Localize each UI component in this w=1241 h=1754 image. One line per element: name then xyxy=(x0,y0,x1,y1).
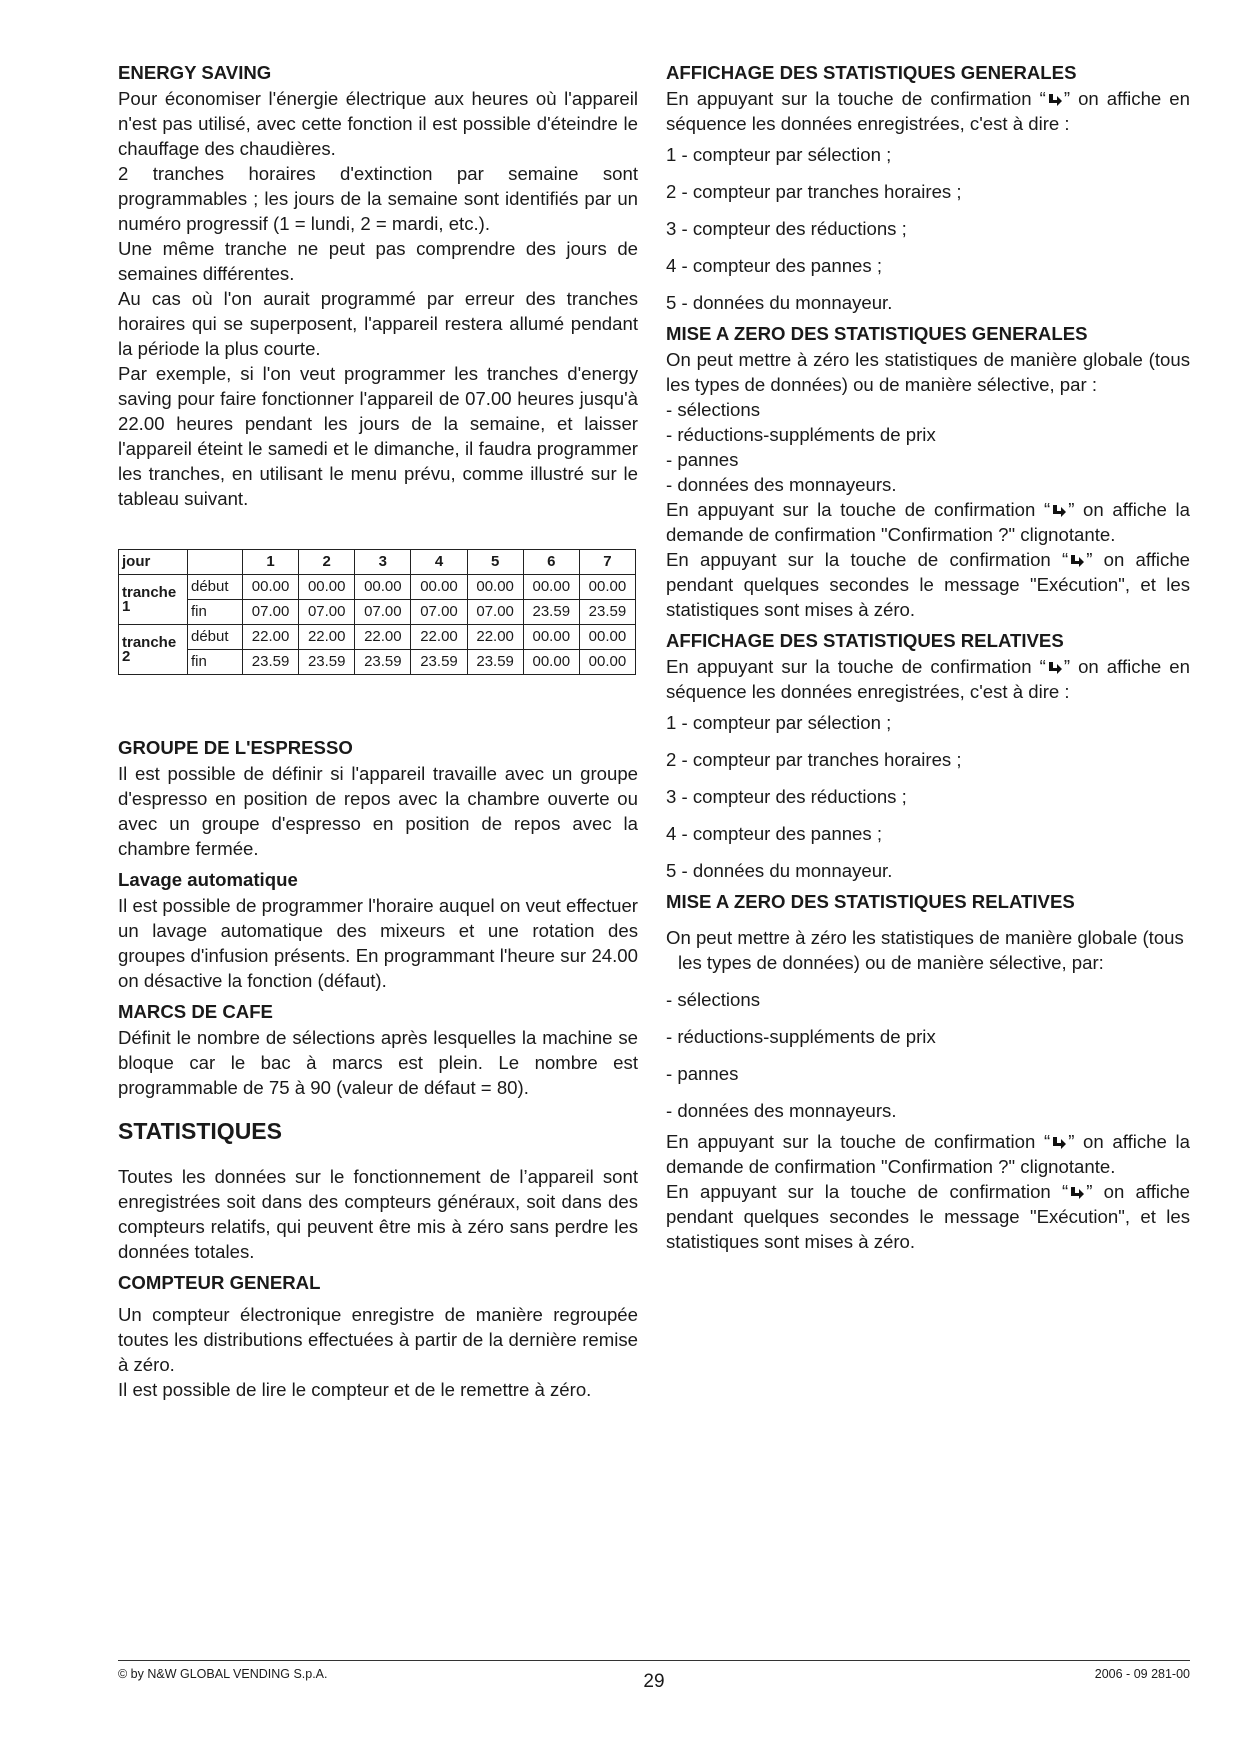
espresso-heading: GROUPE DE L'ESPRESSO xyxy=(118,737,353,758)
table-cell: 00.00 xyxy=(299,575,355,600)
table-header-day: 2 xyxy=(299,550,355,575)
confirm-exec-paragraph xyxy=(666,1179,1190,1254)
energy-saving-paragraph-5: Par exemple, si l'on veut programmer les tranches d'energy saving pour faire fonctionner l'appareil de 07.00 heures jusqu'à 22.00 heures pendant les jours de la semaine, et laisser l'appareil éteint le samedi et le dimanche, il faudra programmer les tranches, en utilisant le menu prévu, comme illustré sur le tableau suivant. xyxy=(118,363,638,509)
table-cell: 23.59 xyxy=(411,650,467,675)
table-header-day: 4 xyxy=(411,550,467,575)
table-cell: 07.00 xyxy=(355,600,411,625)
table-header-jour: jour xyxy=(119,550,188,575)
footer-doc-code: 2006 - 09 281-00 xyxy=(1094,1667,1190,1681)
energy-saving-paragraph-2: 2 tranches horaires d'extinction par semaine sont programmables ; les jours de la semaine sont identifiés par un numéro progressif (1 = lundi, 2 = mardi, etc.). xyxy=(118,163,638,234)
affichage-generales-heading: AFFICHAGE DES STATISTIQUES GENERALES xyxy=(666,62,1077,83)
energy-saving-heading: ENERGY SAVING xyxy=(118,62,272,83)
table-header-blank xyxy=(188,550,243,575)
table-cell: 23.59 xyxy=(243,650,299,675)
table-cell: 00.00 xyxy=(243,575,299,600)
confirm-blink-paragraph xyxy=(666,497,1190,547)
compteur-paragraph-1: Un compteur électronique enregistre de manière regroupée toutes les distributions effectuées à partir de la dernière remise à zéro. xyxy=(118,1304,638,1375)
energy-saving-schedule-table xyxy=(118,549,636,675)
list-item: 2 - compteur par tranches horaires ; xyxy=(666,749,962,770)
energy-saving-paragraph-4: Au cas où l'on aurait programmé par erreur des tranches horaires qui se superposent, l'appareil restera allumé pendant la période la plus courte. xyxy=(118,288,638,359)
table-cell: 07.00 xyxy=(411,600,467,625)
table-cell: 00.00 xyxy=(467,575,523,600)
espresso-paragraph: Il est possible de définir si l'appareil travaille avec un groupe d'espresso en position de repos avec la chambre ouverte ou avec un groupe d'espresso en position de repos avec la chambre fermée. xyxy=(118,763,638,859)
table-row xyxy=(119,650,636,675)
affichage-relatives-paragraph xyxy=(666,654,1190,704)
list-item: - sélections xyxy=(666,989,761,1010)
compteur-general-heading: COMPTEUR GENERAL xyxy=(118,1272,321,1293)
list-item: 2 - compteur par tranches horaires ; xyxy=(666,181,962,202)
table-row xyxy=(119,600,636,625)
table-cell: 00.00 xyxy=(523,575,579,600)
tranche-1-label: tranche 1 xyxy=(119,575,188,625)
confirm-suffix-text: ” on affiche la demande de confirmation "Confirmation ?" clignotante. xyxy=(666,1131,1190,1177)
list-item: 5 - données du monnayeur. xyxy=(666,292,893,313)
compteur-paragraph-2: Il est possible de lire le compteur et de le remettre à zéro. xyxy=(118,1379,592,1400)
table-cell: 23.59 xyxy=(355,650,411,675)
list-item: 3 - compteur des réductions ; xyxy=(666,786,907,807)
table-row xyxy=(119,575,636,600)
list-item: - réductions-suppléments de prix xyxy=(666,1026,936,1047)
fin-label: fin xyxy=(188,650,243,675)
lavage-heading: Lavage automatique xyxy=(118,869,298,890)
table-cell: 00.00 xyxy=(579,575,635,600)
energy-saving-paragraph-3: Une même tranche ne peut pas comprendre des jours de semaines différentes. xyxy=(118,238,638,284)
table-header-day: 5 xyxy=(467,550,523,575)
confirm-prefix-text: En appuyant sur la touche de confirmation “ xyxy=(666,1131,1051,1152)
table-cell: 00.00 xyxy=(523,625,579,650)
table-cell: 07.00 xyxy=(243,600,299,625)
list-item: 1 - compteur par sélection ; xyxy=(666,712,892,733)
statistiques-heading: STATISTIQUES xyxy=(118,1118,282,1144)
confirm-blink-paragraph xyxy=(666,1129,1190,1179)
page-footer xyxy=(118,1660,1190,1692)
list-item: 3 - compteur des réductions ; xyxy=(666,218,907,239)
confirm-suffix-text: ” on affiche pendant quelques secondes le message "Exécution", et les statistiques sont mises à zéro. xyxy=(666,1181,1190,1252)
confirm-suffix-text: ” on affiche la demande de confirmation "Confirmation ?" clignotante. xyxy=(666,499,1190,545)
marcs-paragraph: Définit le nombre de sélections après lesquelles la machine se bloque car le bac à marcs est plein. Le nombre est programmable de 75 à 90 (valeur de défaut = 80). xyxy=(118,1027,638,1098)
page-number: 29 xyxy=(643,1671,665,1692)
mise-a-zero-relatives-paragraph: On peut mettre à zéro les statistiques de manière globale (tous les types de données) ou de manière sélective, par: xyxy=(666,927,1184,973)
confirm-exec-paragraph xyxy=(666,547,1190,622)
list-item: - données des monnayeurs. xyxy=(666,1100,897,1121)
table-cell: 00.00 xyxy=(579,625,635,650)
list-item: 5 - données du monnayeur. xyxy=(666,860,893,881)
table-cell: 00.00 xyxy=(411,575,467,600)
table-header-row xyxy=(119,550,636,575)
affichage-relatives-heading: AFFICHAGE DES STATISTIQUES RELATIVES xyxy=(666,630,1064,651)
table-header-day: 7 xyxy=(579,550,635,575)
table-cell: 22.00 xyxy=(467,625,523,650)
confirm-prefix-text: En appuyant sur la touche de confirmation “ xyxy=(666,499,1051,520)
table-cell: 23.59 xyxy=(523,600,579,625)
table-cell: 00.00 xyxy=(579,650,635,675)
mise-a-zero-generales-heading: MISE A ZERO DES STATISTIQUES GENERALES xyxy=(666,323,1088,344)
mise-a-zero-generales-paragraph: On peut mettre à zéro les statistiques de manière globale (tous les types de données) ou de manière sélective, par : xyxy=(666,349,1190,395)
confirm-prefix-text: En appuyant sur la touche de confirmation “ xyxy=(666,88,1046,109)
confirm-prefix-text: En appuyant sur la touche de confirmation “ xyxy=(666,1181,1069,1202)
table-cell: 22.00 xyxy=(243,625,299,650)
confirm-suffix-text: ” on affiche en séquence les données enregistrées, c'est à dire : xyxy=(666,88,1190,134)
confirm-suffix-text: ” on affiche en séquence les données enregistrées, c'est à dire : xyxy=(666,656,1190,702)
confirm-suffix-text: ” on affiche pendant quelques secondes le message "Exécution", et les statistiques sont mises à zéro. xyxy=(666,549,1190,620)
left-column xyxy=(118,60,638,1402)
table-cell: 00.00 xyxy=(523,650,579,675)
enter-arrow-icon xyxy=(1051,1134,1067,1150)
table-cell: 07.00 xyxy=(467,600,523,625)
enter-arrow-icon xyxy=(1069,1184,1085,1200)
list-item: - réductions-suppléments de prix xyxy=(666,424,936,445)
lavage-paragraph: Il est possible de programmer l'horaire auquel on veut effectuer un lavage automatique des mixeurs et une rotation des groupes d'infusion présents. En programmant l'heure sur 24.00 on désactive la fonction (défaut). xyxy=(118,895,638,991)
marcs-heading: MARCS DE CAFE xyxy=(118,1001,273,1022)
enter-arrow-icon xyxy=(1069,552,1085,568)
table-cell: 23.59 xyxy=(579,600,635,625)
table-row xyxy=(119,625,636,650)
enter-arrow-icon xyxy=(1047,659,1063,675)
list-item: - pannes xyxy=(666,449,739,470)
mise-a-zero-relatives-heading: MISE A ZERO DES STATISTIQUES RELATIVES xyxy=(666,891,1075,912)
debut-label: début xyxy=(188,625,243,650)
table-cell: 23.59 xyxy=(299,650,355,675)
statistiques-paragraph: Toutes les données sur le fonctionnement de l’appareil sont enregistrées soit dans des compteurs généraux, soit dans des compteurs relatifs, qui peuvent être mis à zéro sans perdre les données totales. xyxy=(118,1166,638,1262)
table-cell: 22.00 xyxy=(411,625,467,650)
confirm-prefix-text: En appuyant sur la touche de confirmation “ xyxy=(666,549,1069,570)
table-header-day: 3 xyxy=(355,550,411,575)
tranche-2-label: tranche 2 xyxy=(119,625,188,675)
list-item: 4 - compteur des pannes ; xyxy=(666,823,883,844)
list-item: 4 - compteur des pannes ; xyxy=(666,255,883,276)
table-cell: 23.59 xyxy=(467,650,523,675)
list-item: - données des monnayeurs. xyxy=(666,474,897,495)
debut-label: début xyxy=(188,575,243,600)
list-item: 1 - compteur par sélection ; xyxy=(666,144,892,165)
affichage-generales-paragraph xyxy=(666,86,1190,136)
confirm-prefix-text: En appuyant sur la touche de confirmation “ xyxy=(666,656,1046,677)
table-header-day: 1 xyxy=(243,550,299,575)
table-cell: 00.00 xyxy=(355,575,411,600)
list-item: - pannes xyxy=(666,1063,739,1084)
right-column xyxy=(666,60,1190,1254)
enter-arrow-icon xyxy=(1047,91,1063,107)
table-cell: 07.00 xyxy=(299,600,355,625)
footer-copyright: © by N&W GLOBAL VENDING S.p.A. xyxy=(118,1667,328,1681)
list-item: - sélections xyxy=(666,399,761,420)
energy-saving-paragraph-1: Pour économiser l'énergie électrique aux heures où l'appareil n'est pas utilisé, avec cette fonction il est possible d'éteindre le chauffage des chaudières. xyxy=(118,88,638,159)
table-header-day: 6 xyxy=(523,550,579,575)
table-cell: 22.00 xyxy=(355,625,411,650)
fin-label: fin xyxy=(188,600,243,625)
table-cell: 22.00 xyxy=(299,625,355,650)
enter-arrow-icon xyxy=(1051,502,1067,518)
